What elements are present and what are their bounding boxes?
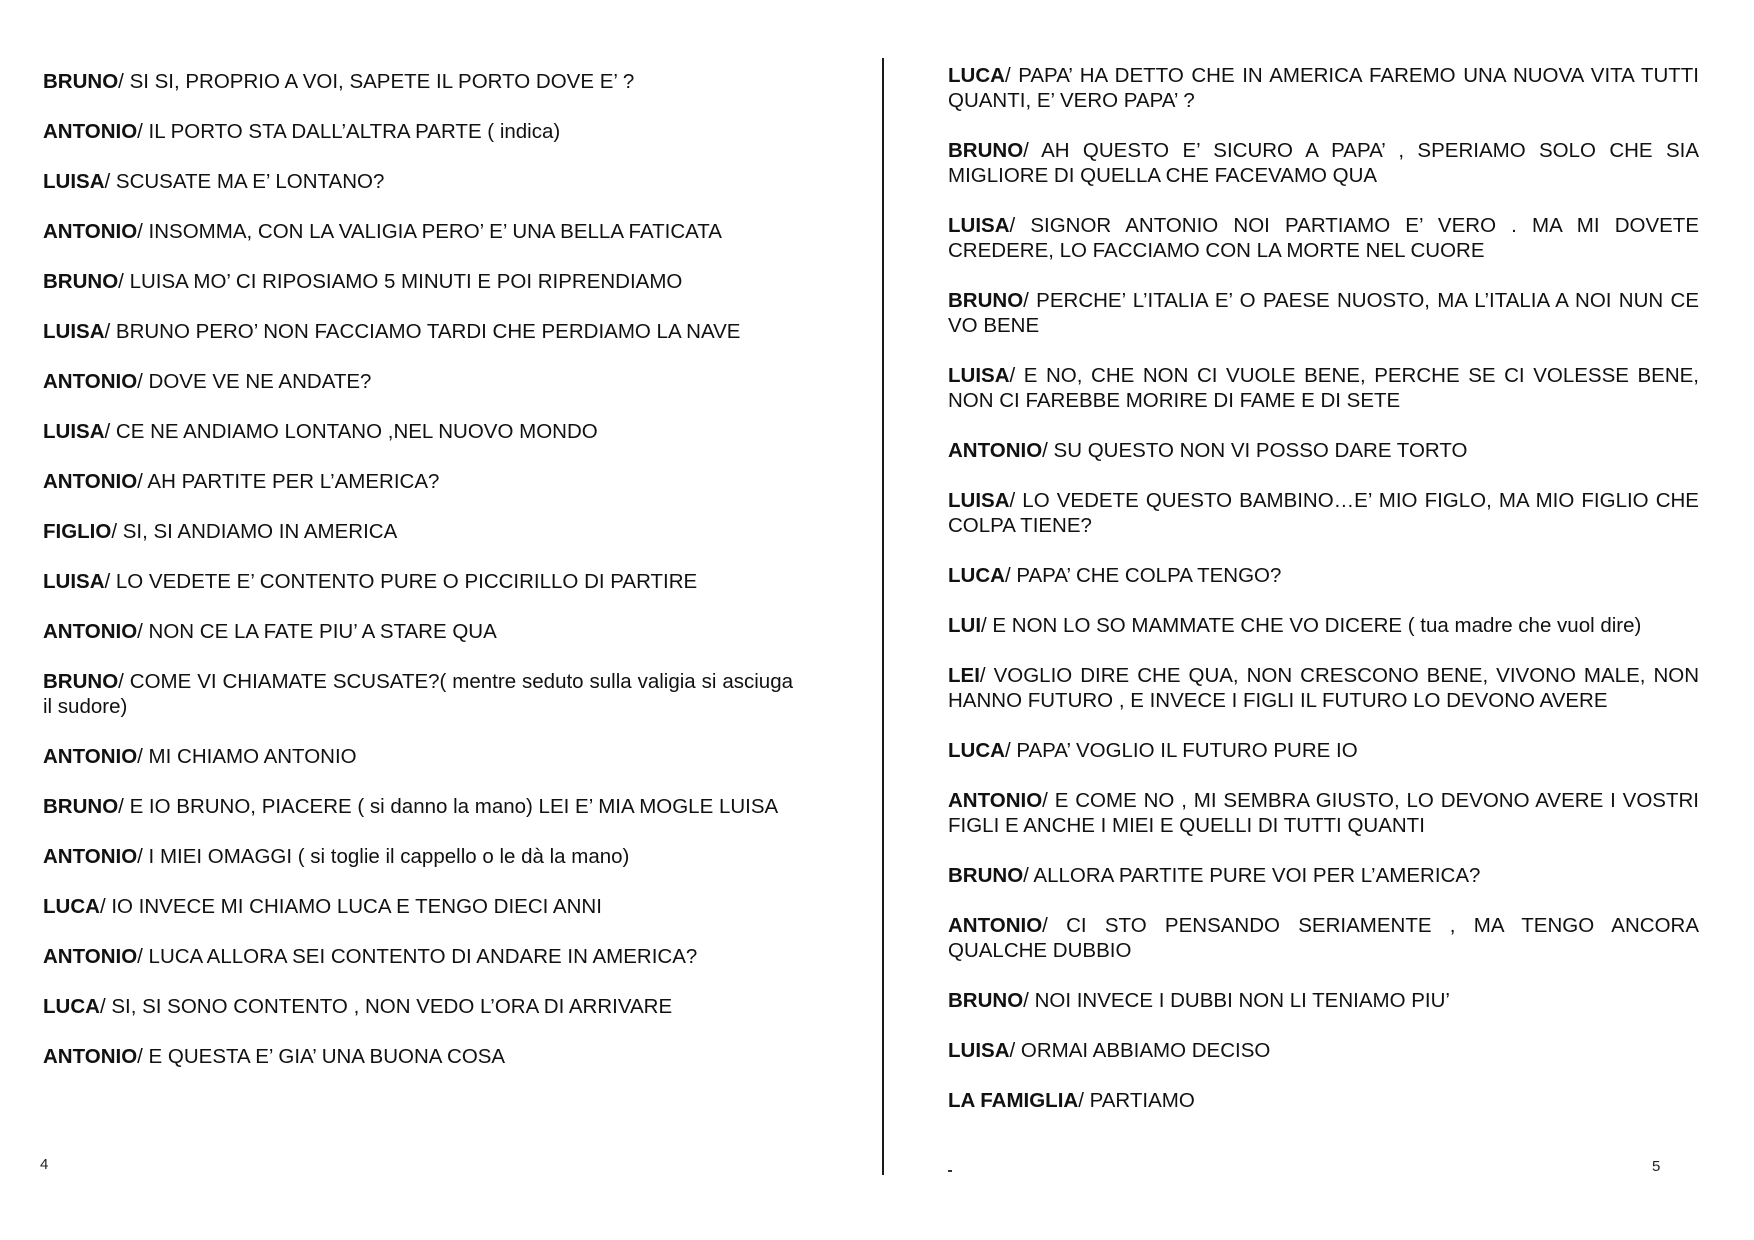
- speaker-name: LUI: [948, 614, 982, 637]
- speaker-name: BRUNO: [948, 289, 1024, 312]
- speech-text: / SI SI, PROPRIO A VOI, SAPETE IL PORTO DOVE E’ ?: [118, 70, 635, 93]
- dialogue-line: [43, 319, 793, 344]
- dialogue-line: [948, 213, 1699, 263]
- dialogue-line: [43, 519, 793, 544]
- speaker-name: ANTONIO: [43, 370, 138, 393]
- speech-text: / SCUSATE MA E’ LONTANO?: [104, 170, 385, 193]
- speaker-name: FIGLIO: [43, 520, 112, 543]
- speaker-name: LUCA: [948, 64, 1005, 87]
- speech-text: / NOI INVECE I DUBBI NON LI TENIAMO PIU’: [1023, 989, 1450, 1012]
- speech-text: / PARTIAMO: [1078, 1089, 1195, 1112]
- speech-text: / E NON LO SO MAMMATE CHE VO DICERE ( tua madre che vuol dire): [981, 614, 1642, 637]
- right-page: [885, 0, 1754, 1240]
- speech-text: / INSOMMA, CON LA VALIGIA PERO’ E’ UNA BELLA FATICATA: [137, 220, 722, 243]
- speech-text: / SU QUESTO NON VI POSSO DARE TORTO: [1042, 439, 1468, 462]
- dialogue-line: [43, 994, 793, 1019]
- dialogue-line: [43, 569, 793, 594]
- speaker-name: LUCA: [43, 895, 100, 918]
- speech-text: / PAPA’ CHE COLPA TENGO?: [1004, 564, 1282, 587]
- speaker-name: ANTONIO: [948, 789, 1043, 812]
- speech-text: / SI, SI SONO CONTENTO , NON VEDO L’ORA DI ARRIVARE: [99, 995, 673, 1018]
- speech-text: / PAPA’ VOGLIO IL FUTURO PURE IO: [1004, 739, 1358, 762]
- speaker-name: LUCA: [43, 995, 100, 1018]
- dialogue-line: [43, 419, 793, 444]
- dialogue-line: [43, 369, 793, 394]
- speech-text: / E QUESTA E’ GIA’ UNA BUONA COSA: [137, 1045, 506, 1068]
- speech-text: / PERCHE’ L’ITALIA E’ O PAESE NUOSTO, MA L’ITALIA A NOI NUN CE VO BENE: [948, 289, 1699, 337]
- speaker-name: ANTONIO: [43, 120, 138, 143]
- dialogue-line: [948, 663, 1699, 713]
- dialogue-line: [43, 744, 793, 769]
- dialogue-line: [948, 613, 1699, 638]
- speech-text: / LUCA ALLORA SEI CONTENTO DI ANDARE IN AMERICA?: [137, 945, 698, 968]
- dialogue-line: [948, 288, 1699, 338]
- dialogue-line: [43, 844, 793, 869]
- speaker-name: ANTONIO: [43, 620, 138, 643]
- speech-text: / NON CE LA FATE PIU’ A STARE QUA: [137, 620, 497, 643]
- speaker-name: ANTONIO: [43, 845, 138, 868]
- speech-text: / IO INVECE MI CHIAMO LUCA E TENGO DIECI ANNI: [99, 895, 602, 918]
- dialogue-line: [948, 738, 1699, 763]
- speaker-name: BRUNO: [948, 864, 1024, 887]
- speech-text: / IL PORTO STA DALL’ALTRA PARTE ( indica): [137, 120, 561, 143]
- speaker-name: ANTONIO: [43, 945, 138, 968]
- dialogue-line: [948, 563, 1699, 588]
- speech-text: / BRUNO PERO’ NON FACCIAMO TARDI CHE PERDIAMO LA NAVE: [104, 320, 741, 343]
- speaker-name: BRUNO: [948, 989, 1024, 1012]
- speech-text: / ORMAI ABBIAMO DECISO: [1009, 1039, 1271, 1062]
- speech-text: / DOVE VE NE ANDATE?: [137, 370, 372, 393]
- speech-text: / COME VI CHIAMATE SCUSATE?( mentre seduto sulla valigia si asciuga il sudore): [43, 670, 793, 718]
- speaker-name: LUISA: [43, 170, 105, 193]
- right-dialogue-list: [948, 63, 1699, 1138]
- dialogue-line: [948, 988, 1699, 1013]
- dialogue-line: [948, 863, 1699, 888]
- dialogue-line: [948, 1038, 1699, 1063]
- speech-text: / MI CHIAMO ANTONIO: [137, 745, 357, 768]
- dialogue-line: [43, 169, 793, 194]
- page-divider: [882, 58, 884, 1175]
- speaker-name: LUISA: [948, 489, 1010, 512]
- speaker-name: BRUNO: [948, 139, 1024, 162]
- dialogue-line: [948, 138, 1699, 188]
- dialogue-line: [43, 469, 793, 494]
- dialogue-line: [43, 1044, 793, 1069]
- dialogue-line: [948, 913, 1699, 963]
- speaker-name: BRUNO: [43, 70, 119, 93]
- speaker-name: LUCA: [948, 564, 1005, 587]
- speaker-name: LEI: [948, 664, 980, 687]
- dialogue-line: [43, 219, 793, 244]
- speech-text: / E NO, CHE NON CI VUOLE BENE, PERCHE SE CI VOLESSE BENE, NON CI FAREBBE MORIRE DI FAME E DI SETE: [948, 364, 1699, 412]
- speech-text: / SI, SI ANDIAMO IN AMERICA: [111, 520, 398, 543]
- speech-text: / AH PARTITE PER L’AMERICA?: [137, 470, 440, 493]
- speech-text: / LO VEDETE E’ CONTENTO PURE O PICCIRILLO DI PARTIRE: [104, 570, 698, 593]
- speech-text: / VOGLIO DIRE CHE QUA, NON CRESCONO BENE, VIVONO MALE, NON HANNO FUTURO , E INVECE I FIGLI IL FUTURO LO DEVONO AVERE: [948, 664, 1699, 712]
- dialogue-line: [948, 438, 1699, 463]
- speaker-name: BRUNO: [43, 795, 119, 818]
- speech-text: / I MIEI OMAGGI ( si toglie il cappello o le dà la mano): [137, 845, 630, 868]
- page-number-right: 5: [1652, 1158, 1661, 1175]
- dialogue-line: [43, 619, 793, 644]
- speaker-name: LUISA: [43, 320, 105, 343]
- dialogue-line: [948, 488, 1699, 538]
- dialogue-line: [43, 794, 793, 819]
- speech-text: / CE NE ANDIAMO LONTANO ,NEL NUOVO MONDO: [104, 420, 598, 443]
- page-number-left: 4: [40, 1156, 49, 1173]
- speech-text: / CI STO PENSANDO SERIAMENTE , MA TENGO ANCORA QUALCHE DUBBIO: [948, 914, 1699, 962]
- speaker-name: LUISA: [948, 1039, 1010, 1062]
- speaker-name: ANTONIO: [43, 470, 138, 493]
- dialogue-line: [948, 63, 1699, 113]
- speaker-name: ANTONIO: [43, 745, 138, 768]
- speech-text: / LUISA MO’ CI RIPOSIAMO 5 MINUTI E POI RIPRENDIAMO: [118, 270, 683, 293]
- speech-text: / E COME NO , MI SEMBRA GIUSTO, LO DEVONO AVERE I VOSTRI FIGLI E ANCHE I MIEI E QUELLI DI TUTTI QUANTI: [948, 789, 1699, 837]
- speaker-name: LUISA: [948, 214, 1010, 237]
- speaker-name: BRUNO: [43, 270, 119, 293]
- speaker-name: LUISA: [43, 420, 105, 443]
- dialogue-line: [43, 944, 793, 969]
- speech-text: / LO VEDETE QUESTO BAMBINO…E’ MIO FIGLO, MA MIO FIGLIO CHE COLPA TIENE?: [948, 489, 1699, 537]
- speaker-name: ANTONIO: [948, 914, 1043, 937]
- speaker-name: ANTONIO: [948, 439, 1043, 462]
- dialogue-line: [43, 669, 793, 719]
- speech-text: / E IO BRUNO, PIACERE ( si danno la mano) LEI E’ MIA MOGLE LUISA: [118, 795, 779, 818]
- dialogue-line: [43, 269, 793, 294]
- dialogue-line: [43, 69, 793, 94]
- speaker-name: LUISA: [948, 364, 1010, 387]
- speaker-name: BRUNO: [43, 670, 119, 693]
- speech-text: / PAPA’ HA DETTO CHE IN AMERICA FAREMO UNA NUOVA VITA TUTTI QUANTI, E’ VERO PAPA’ ?: [948, 64, 1699, 112]
- dialogue-line: [43, 894, 793, 919]
- speaker-name: ANTONIO: [43, 220, 138, 243]
- dialogue-line: [948, 363, 1699, 413]
- speech-text: / SIGNOR ANTONIO NOI PARTIAMO E’ VERO . MA MI DOVETE CREDERE, LO FACCIAMO CON LA MORTE NEL CUORE: [948, 214, 1699, 262]
- speech-text: / AH QUESTO E’ SICURO A PAPA’ , SPERIAMO SOLO CHE SIA MIGLIORE DI QUELLA CHE FACEVAMO QUA: [948, 139, 1699, 187]
- speaker-name: LA FAMIGLIA: [948, 1089, 1079, 1112]
- dialogue-line: [43, 119, 793, 144]
- dialogue-line: [948, 1088, 1699, 1113]
- left-dialogue-list: [43, 69, 793, 1094]
- speaker-name: LUCA: [948, 739, 1005, 762]
- speaker-name: LUISA: [43, 570, 105, 593]
- stray-mark: [948, 1170, 952, 1172]
- speech-text: / ALLORA PARTITE PURE VOI PER L’AMERICA?: [1023, 864, 1481, 887]
- dialogue-line: [948, 788, 1699, 838]
- speaker-name: ANTONIO: [43, 1045, 138, 1068]
